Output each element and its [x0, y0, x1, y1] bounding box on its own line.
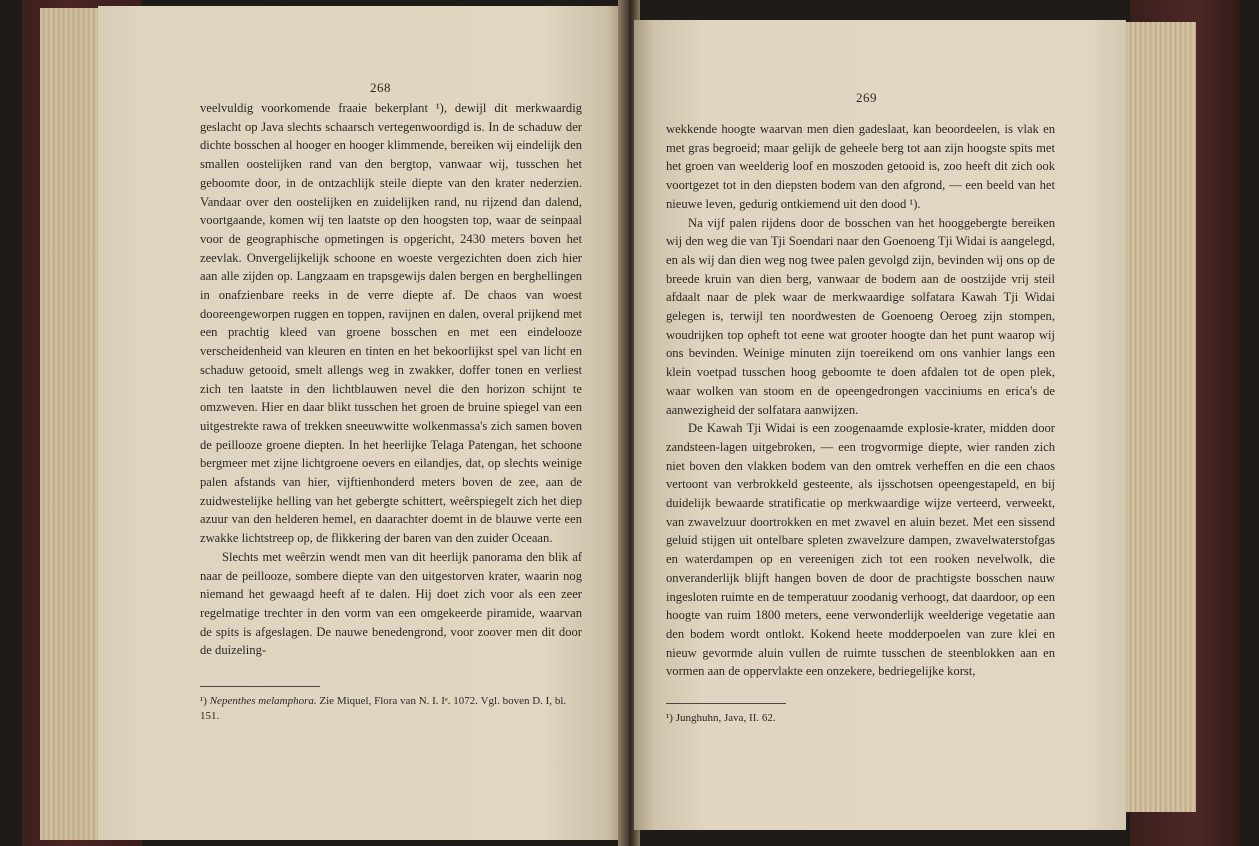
paragraph: veelvuldig voorkomende fraaie bekerplant ¹), dewijl dit merkwaardig geslacht op Java slechts schaarsch vertegenwoordigd is. In de schaduw der dichte bosschen al hooger en hooger klimmende, bereiken wij eindelijk den smallen oostelijken rand van den bergtop, vanwaar wij, tusschen het geboomte door, in de ontzachlijk steile diepte van den krater nederzien. Vandaar over den oostelijken en zuidelijken rand, nu rijzend dan dalend, voortgaande, komen wij ten laatste op den hoogsten top, waar de seinpaal voor de geographische opmetingen is opgericht, 2430 meters boven het zeevlak. Onvergelijkelijk schoone en woeste vergezichten doen zich hier aan alle zijden op. Langzaam en trapsgewijs dalen bergen en berghellingen in onafzienbare reeks in de verre diepte af. De chaos van woest dooreengeworpen ruggen en toppen, ravijnen en dalen, overal prijkend met een prachtig kleed van groene bosschen en met een eindelooze verscheidenheid van kleuren en tinten en het bekoorlijkst spel van licht en schaduw getooid, smelt allengs weg in zwakker, doffer tonen en verliest zich ten laatste in den lichtblauwen nevel die den horizon schijnt te omzweven. Hier en daar blikt tusschen het groen de bruine spiegel van een uitgestrekte rawa of trekken sneeuwwitte wolkenmassa's zich samen boven de peillooze groene diepten. In het heerlijke Telaga Patengan, het schoone bergmeer met zijne lichtgroene oevers en eilandjes, dat, op slechts weinige palen afstands van hier, vijftienhonderd meters boven de zee, aan de zuidwestelijke helling van het gebergte schittert, weêrspiegelt zich het diep azuur van den helderen hemel, en daarachter doemt in de blauwe verte een zwakke lichtstreep op, de flikkering der baren van den zuider Oceaan.: [200, 101, 582, 546]
left-page-body: [200, 99, 582, 660]
footnote-species-name: Nepenthes melamphora.: [209, 695, 317, 707]
left-page: [98, 6, 623, 840]
footnote-reference: Zie Miquel, Flora van N. I. Iᵉ. 1072. Vgl. boven D. I, bl. 151.: [200, 695, 567, 722]
paragraph: Slechts met weêrzin wendt men van dit heerlijk panorama den blik af naar de peillooze, sombere diepte van den uitgestorven krater, waarin nog niemand het gewaagd heeft af te dalen. Hij doet zich voor als een zeer regelmatige trechter in den vorm van een omgekeerde piramide, waarvan de spits is afgeslagen. De nauwe benedengrond, voor zoover men dit door de duizeling-: [200, 549, 582, 658]
paragraph: wekkende hoogte waarvan men dien gadeslaat, kan beoordeelen, is vlak en met gras begroeid; maar gelijk de geheele berg tot aan zijn hoogste spits met het groen van weelderig loof en moszoden getooid is, zoo heeft dit zich ook voortgezet tot in den diepsten bodem van den afgrond, — een beeld van het nieuwe leven, gedurig ontkiemend uit den dood ¹).: [666, 122, 1055, 211]
footnote-marker: ¹): [200, 695, 207, 707]
footnote-rule: [200, 686, 320, 687]
page-number-left: 268: [370, 80, 391, 95]
paragraph: De Kawah Tji Widai is een zoogenaamde explosie-krater, midden door zandsteen-lagen uitgebroken, — een trogvormige diepte, wier randen zich niet boven den vlakken bodem van den omtrek verheffen en die een chaos vertoont van verbrokkeld gesteente, als ijsschotsen opeengestapeld, en bij duidelijk bewaarde stratificatie op merkwaardige wijze verteerd, verweekt, van zwavelzuur doortrokken en met zwavel en aluin bezet. Met een sissend geluid stijgen uit ontelbare spleten zwavelzure dampen, zwavelwaterstofgas en waterdampen op en vereenigen zich tot een rooken nevelwolk, die onveranderlijk blijft hangen boven de door de prachtigste bosschen nauw ingesloten ruimte en de temperatuur zoodanig verhoogt, dat daardoor, op een hoogte van ruim 1800 meters, eene verwonderlijk weelderige vegetatie aan den bodem wordt ontlokt. Kokend heete modderpoelen van zure klei en nieuw gevormde aluin vullen de ruimte tusschen de steenblokken aan en vormen aan de oppervlakte een onzekere, bedriegelijke korst,: [666, 421, 1055, 679]
footnote-right: ¹) Junghuhn, Java, II. 62.: [666, 712, 776, 724]
page-edges-right: [1122, 22, 1196, 812]
right-page: [634, 20, 1126, 830]
footnote-left: [200, 694, 582, 724]
right-page-body: [666, 120, 1055, 681]
paragraph: Na vijf palen rijdens door de bosschen van het hooggebergte bereiken wij den weg die van Tji Soendari naar den Goenoeng Tji Widai is aangelegd, en als wij dan dien weg nog twee palen gevolgd zijn, bevinden wij ons op de breede kruin van dien berg, vanwaar de bodem aan de oostzijde vrij steil afdaalt naar de plek waar de merkwaardige solfatara Kawah Tji Widai gelegen is, terwijl ten noordwesten de Goenoeng Oeroeg zijn stompen, woudrijken top opheft tot eene wat grooter hoogte dan het punt waarop wij ons bevinden. Weinige minuten zijn toereikend om ons vanhier langs een klein voetpad tusschen hoog geboomte te doen afdalen tot de open plek, waar wolken van stoom en de opeengedrongen vacciniums en erica's de aanwezigheid der solfatara aanwijzen.: [666, 215, 1055, 417]
page-number-right: 269: [856, 90, 877, 105]
footnote-rule: [666, 703, 786, 704]
